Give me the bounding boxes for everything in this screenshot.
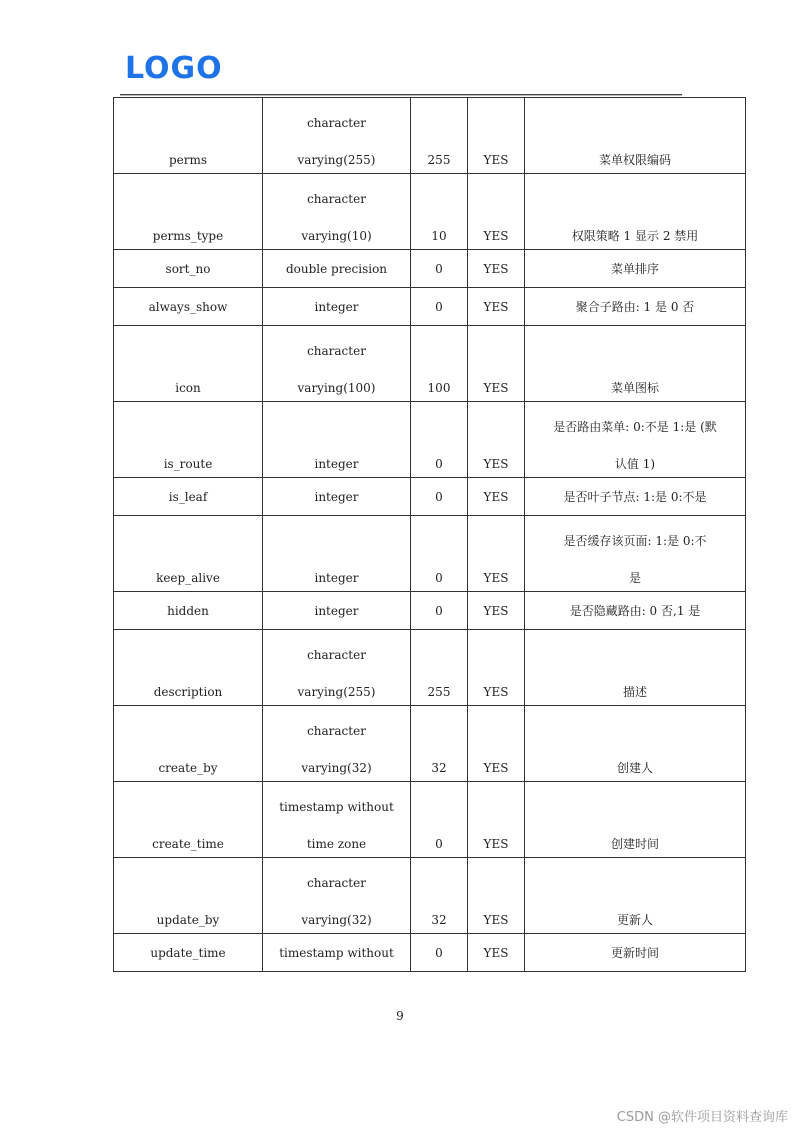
field-name-text: is_leaf — [168, 489, 208, 504]
field-type-text: varying(255) — [297, 685, 376, 699]
table-row — [114, 174, 746, 250]
field-description-cell — [525, 592, 746, 630]
field-description-text: 认值 1) — [614, 457, 656, 471]
field-nullable-text: YES — [483, 261, 509, 276]
field-name-text: create_time — [152, 837, 224, 851]
field-name-cell — [114, 402, 263, 478]
header-divider — [120, 94, 682, 95]
field-name-text: icon — [175, 381, 201, 395]
field-name-text: update_time — [150, 945, 226, 960]
field-length-cell — [411, 326, 468, 402]
field-length-cell — [411, 782, 468, 858]
field-type-text: integer — [314, 603, 359, 618]
field-description-text: 菜单权限编码 — [598, 153, 671, 167]
field-name-cell — [114, 934, 263, 972]
field-description-cell — [525, 288, 746, 326]
field-type-cell — [263, 326, 411, 402]
field-description-text: 是否隐藏路由: 0 否,1 是 — [569, 603, 701, 618]
field-length-cell — [411, 592, 468, 630]
field-nullable-text: YES — [483, 603, 509, 618]
field-type-cell — [263, 478, 411, 516]
field-name-text: sort_no — [165, 261, 211, 276]
field-nullable-cell — [468, 288, 525, 326]
field-type-text: timestamp without — [279, 800, 394, 814]
table-row — [114, 516, 746, 592]
field-name-cell — [114, 516, 263, 592]
field-type-text: integer — [314, 571, 359, 585]
field-nullable-cell — [468, 630, 525, 706]
field-nullable-text: YES — [483, 837, 509, 851]
field-type-cell — [263, 98, 411, 174]
field-description-cell — [525, 706, 746, 782]
field-name-cell — [114, 98, 263, 174]
field-nullable-cell — [468, 516, 525, 592]
field-description-cell — [525, 516, 746, 592]
field-description-text: 菜单排序 — [610, 261, 659, 276]
field-length-cell — [411, 98, 468, 174]
field-name-cell — [114, 592, 263, 630]
field-nullable-text: YES — [483, 153, 509, 167]
table-row — [114, 858, 746, 934]
field-nullable-text: YES — [483, 571, 509, 585]
field-description-text: 聚合子路由: 1 是 0 否 — [575, 299, 695, 314]
field-type-cell — [263, 782, 411, 858]
field-nullable-text: YES — [483, 761, 509, 775]
table-row — [114, 98, 746, 174]
table-row — [114, 402, 746, 478]
field-type-text: character — [307, 344, 366, 358]
field-nullable-text: YES — [483, 381, 509, 395]
field-description-text: 创建时间 — [610, 837, 659, 851]
table-row — [114, 592, 746, 630]
page-number: 9 — [396, 1009, 404, 1023]
field-description-text: 是否叶子节点: 1:是 0:不是 — [563, 489, 707, 504]
field-description-text: 描述 — [622, 685, 647, 699]
field-length-text: 32 — [431, 761, 447, 775]
field-nullable-text: YES — [483, 229, 509, 243]
field-length-cell — [411, 288, 468, 326]
field-type-cell — [263, 706, 411, 782]
field-type-text: character — [307, 648, 366, 662]
field-description-text: 是 — [628, 571, 641, 585]
field-name-text: hidden — [167, 603, 209, 618]
field-name-text: always_show — [148, 299, 228, 314]
field-name-cell — [114, 706, 263, 782]
field-description-cell — [525, 934, 746, 972]
field-length-text: 100 — [427, 381, 451, 395]
logo: LOGO — [125, 51, 223, 86]
field-type-text: timestamp without — [279, 945, 394, 960]
field-length-text: 255 — [427, 685, 451, 699]
field-description-text: 是否路由菜单: 0:不是 1:是 (默 — [553, 420, 717, 434]
field-type-text: varying(32) — [301, 913, 372, 927]
field-description-cell — [525, 250, 746, 288]
field-nullable-cell — [468, 706, 525, 782]
table-row — [114, 326, 746, 402]
field-length-text: 0 — [435, 489, 443, 504]
field-length-cell — [411, 858, 468, 934]
field-nullable-cell — [468, 402, 525, 478]
field-name-text: description — [153, 685, 223, 699]
field-name-cell — [114, 288, 263, 326]
field-length-cell — [411, 516, 468, 592]
field-type-text: varying(255) — [297, 153, 376, 167]
field-name-cell — [114, 858, 263, 934]
field-type-cell — [263, 402, 411, 478]
table-row — [114, 782, 746, 858]
field-length-text: 0 — [435, 457, 443, 471]
field-name-text: create_by — [158, 761, 218, 775]
field-table-body — [114, 98, 746, 972]
field-type-text: character — [307, 192, 366, 206]
field-description-text: 更新人 — [616, 913, 653, 927]
field-type-text: character — [307, 876, 366, 890]
field-length-text: 0 — [435, 261, 443, 276]
field-length-cell — [411, 706, 468, 782]
field-nullable-cell — [468, 858, 525, 934]
field-type-cell — [263, 288, 411, 326]
field-name-text: update_by — [156, 913, 220, 927]
field-type-text: double precision — [285, 261, 388, 276]
field-nullable-text: YES — [483, 489, 509, 504]
field-type-cell — [263, 250, 411, 288]
field-nullable-text: YES — [483, 457, 509, 471]
field-nullable-cell — [468, 592, 525, 630]
field-length-cell — [411, 402, 468, 478]
field-length-text: 255 — [427, 153, 451, 167]
table-row — [114, 630, 746, 706]
field-name-text: perms_type — [152, 229, 224, 243]
field-type-text: time zone — [306, 837, 367, 851]
field-nullable-cell — [468, 478, 525, 516]
field-description-text: 菜单图标 — [610, 381, 659, 395]
field-nullable-cell — [468, 782, 525, 858]
field-nullable-cell — [468, 326, 525, 402]
field-length-text: 0 — [435, 571, 443, 585]
field-length-cell — [411, 934, 468, 972]
field-description-cell — [525, 478, 746, 516]
field-description-text: 权限策略 1 显示 2 禁用 — [571, 229, 699, 243]
field-name-text: keep_alive — [156, 571, 220, 585]
field-nullable-cell — [468, 174, 525, 250]
field-type-text: varying(32) — [301, 761, 372, 775]
field-name-cell — [114, 174, 263, 250]
field-type-cell — [263, 858, 411, 934]
field-type-cell — [263, 174, 411, 250]
field-type-cell — [263, 516, 411, 592]
field-type-text: character — [307, 724, 366, 738]
field-length-cell — [411, 250, 468, 288]
field-table — [113, 97, 746, 972]
field-nullable-text: YES — [483, 945, 509, 960]
field-type-text: integer — [314, 299, 359, 314]
field-description-cell — [525, 858, 746, 934]
field-type-cell — [263, 934, 411, 972]
table-row — [114, 934, 746, 972]
field-name-text: perms — [168, 153, 208, 167]
field-length-text: 0 — [435, 945, 443, 960]
field-type-text: integer — [314, 457, 359, 471]
field-description-cell — [525, 402, 746, 478]
field-description-cell — [525, 630, 746, 706]
field-nullable-text: YES — [483, 299, 509, 314]
field-description-cell — [525, 98, 746, 174]
field-type-text: varying(100) — [297, 381, 376, 395]
table-row — [114, 250, 746, 288]
field-name-cell — [114, 478, 263, 516]
field-description-cell — [525, 326, 746, 402]
field-name-cell — [114, 326, 263, 402]
table-row — [114, 288, 746, 326]
field-description-text: 是否缓存该页面: 1:是 0:不 — [563, 534, 707, 548]
field-length-text: 10 — [431, 229, 447, 243]
field-name-cell — [114, 630, 263, 706]
field-type-text: varying(10) — [301, 229, 372, 243]
field-type-text: character — [307, 116, 366, 130]
field-name-cell — [114, 782, 263, 858]
field-nullable-text: YES — [483, 913, 509, 927]
field-name-cell — [114, 250, 263, 288]
field-nullable-cell — [468, 934, 525, 972]
table-row — [114, 706, 746, 782]
field-type-cell — [263, 592, 411, 630]
field-type-cell — [263, 630, 411, 706]
field-description-cell — [525, 174, 746, 250]
field-description-text: 创建人 — [616, 761, 653, 775]
field-nullable-cell — [468, 250, 525, 288]
field-nullable-cell — [468, 98, 525, 174]
field-length-text: 0 — [435, 603, 443, 618]
watermark: CSDN @软件项目资料查询库 — [616, 1110, 788, 1125]
field-length-cell — [411, 630, 468, 706]
field-description-text: 更新时间 — [610, 945, 659, 960]
field-type-text: integer — [314, 489, 359, 504]
field-length-text: 0 — [435, 299, 443, 314]
field-length-text: 32 — [431, 913, 447, 927]
table-row — [114, 478, 746, 516]
field-length-cell — [411, 174, 468, 250]
field-length-cell — [411, 478, 468, 516]
field-nullable-text: YES — [483, 685, 509, 699]
field-name-text: is_route — [163, 457, 213, 471]
field-description-cell — [525, 782, 746, 858]
field-length-text: 0 — [435, 837, 443, 851]
